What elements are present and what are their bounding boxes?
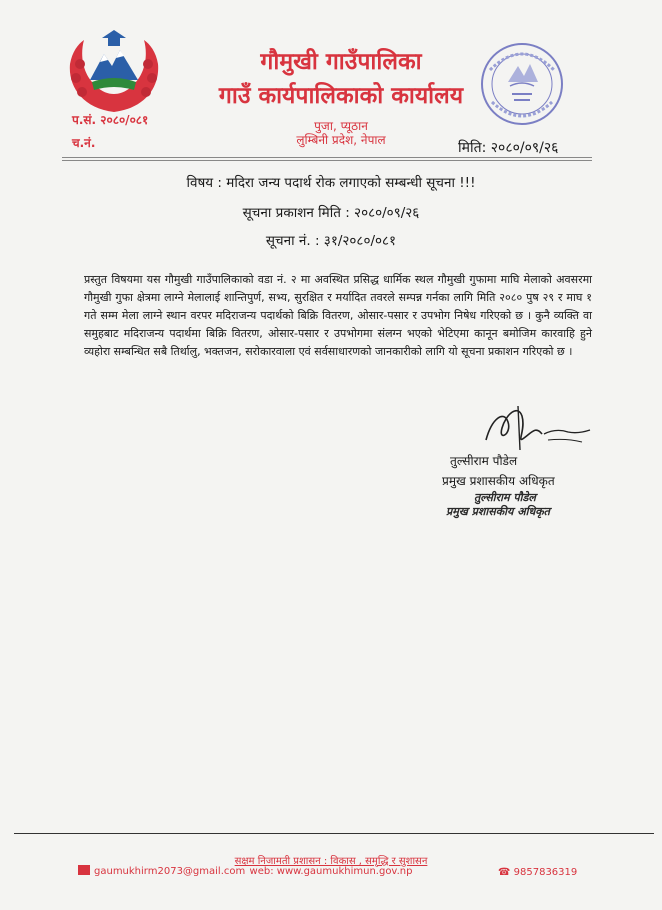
notice-number: सूचना नं. : ३१/२०८०/०८१ [265, 233, 397, 249]
email-address[interactable]: gaumukhirm2073@gmail.com [94, 866, 246, 877]
org-name: गौमुखी गाउँपालिका [260, 49, 422, 75]
dispatch-number: च.नं. [72, 136, 96, 150]
address-line-2: लुम्बिनी प्रदेश, नेपाल [296, 133, 386, 147]
handwritten-signature-icon [478, 398, 598, 460]
signatory-name: तुल्सीराम पौडेल [450, 454, 518, 468]
header-divider [62, 157, 592, 158]
header-divider-secondary [62, 160, 592, 161]
footer-slogan: सक्षम निजामती प्रशासन : विकास , समृद्धि र सुशासन [234, 856, 428, 867]
footer-phone: ☎ 9857836319 [498, 867, 578, 878]
letter-date: मिति: २०८०/०९/२६ [458, 140, 559, 156]
footer-website[interactable]: web: www.gaumukhimun.gov.np [249, 866, 413, 877]
office-seal-icon [472, 34, 572, 134]
notice-publish-date: सूचना प्रकाशन मिति : २०८०/०९/२६ [242, 205, 420, 221]
stamp-title: प्रमुख प्रशासकीय अधिकृत [446, 505, 550, 518]
stamp-name: तुल्सीराम पौडेल [474, 491, 536, 504]
signatory-title: प्रमुख प्रशासकीय अधिकृत [442, 474, 555, 488]
notice-body: प्रस्तुत विषयमा यस गौमुखी गाउँपालिकाको वडा नं. २ मा अवस्थित प्रसिद्ध धार्मिक स्थल गौमुखी गुफामा माघि मेलाको अवसरमा गौमुखी गुफा क्षेत्रमा लाग्ने मेलालाई शान्तिपुर्ण, सभ्य, सुरक्षित र मर्यादित तवरले सम्पन्न गर्नका लागि मिति २०८० पुष २९ र माघ १ गते सम्म मेला लाग्ने स्थान वरपर मदिराजन्य पदार्थको बिक्रि वितरण, ओसार-पसार र उपभोग निषेध गरिएको छ । कुनै व्यक्ति वा समुहबाट मदिराजन्य पदार्थमा बिक्रि वितरण, ओसार-पसार र उपभोगमा संलग्न भएको भेटिएमा कानून बमोजिम कारवाहि हुने व्यहोरा सम्बन्धित सबै तिर्थालु, भक्तजन, सरोकारवाला एवं सर्वसाधारणको जानकारीको लागि यो सूचना प्रकाशन गरिएको छ । [84, 273, 592, 358]
office-name: गाउँ कार्यपालिकाको कार्यालय [218, 83, 464, 109]
reference-number: प.सं. २०८०/०८१ [72, 113, 149, 127]
footer-divider [14, 833, 654, 834]
notice-subject: विषय : मदिरा जन्य पदार्थ रोक लगाएको सम्बन्धी सूचना !!! [186, 175, 476, 191]
address-line-1: पुजा, प्यूठान [314, 119, 368, 133]
nepal-emblem-icon [62, 24, 166, 120]
